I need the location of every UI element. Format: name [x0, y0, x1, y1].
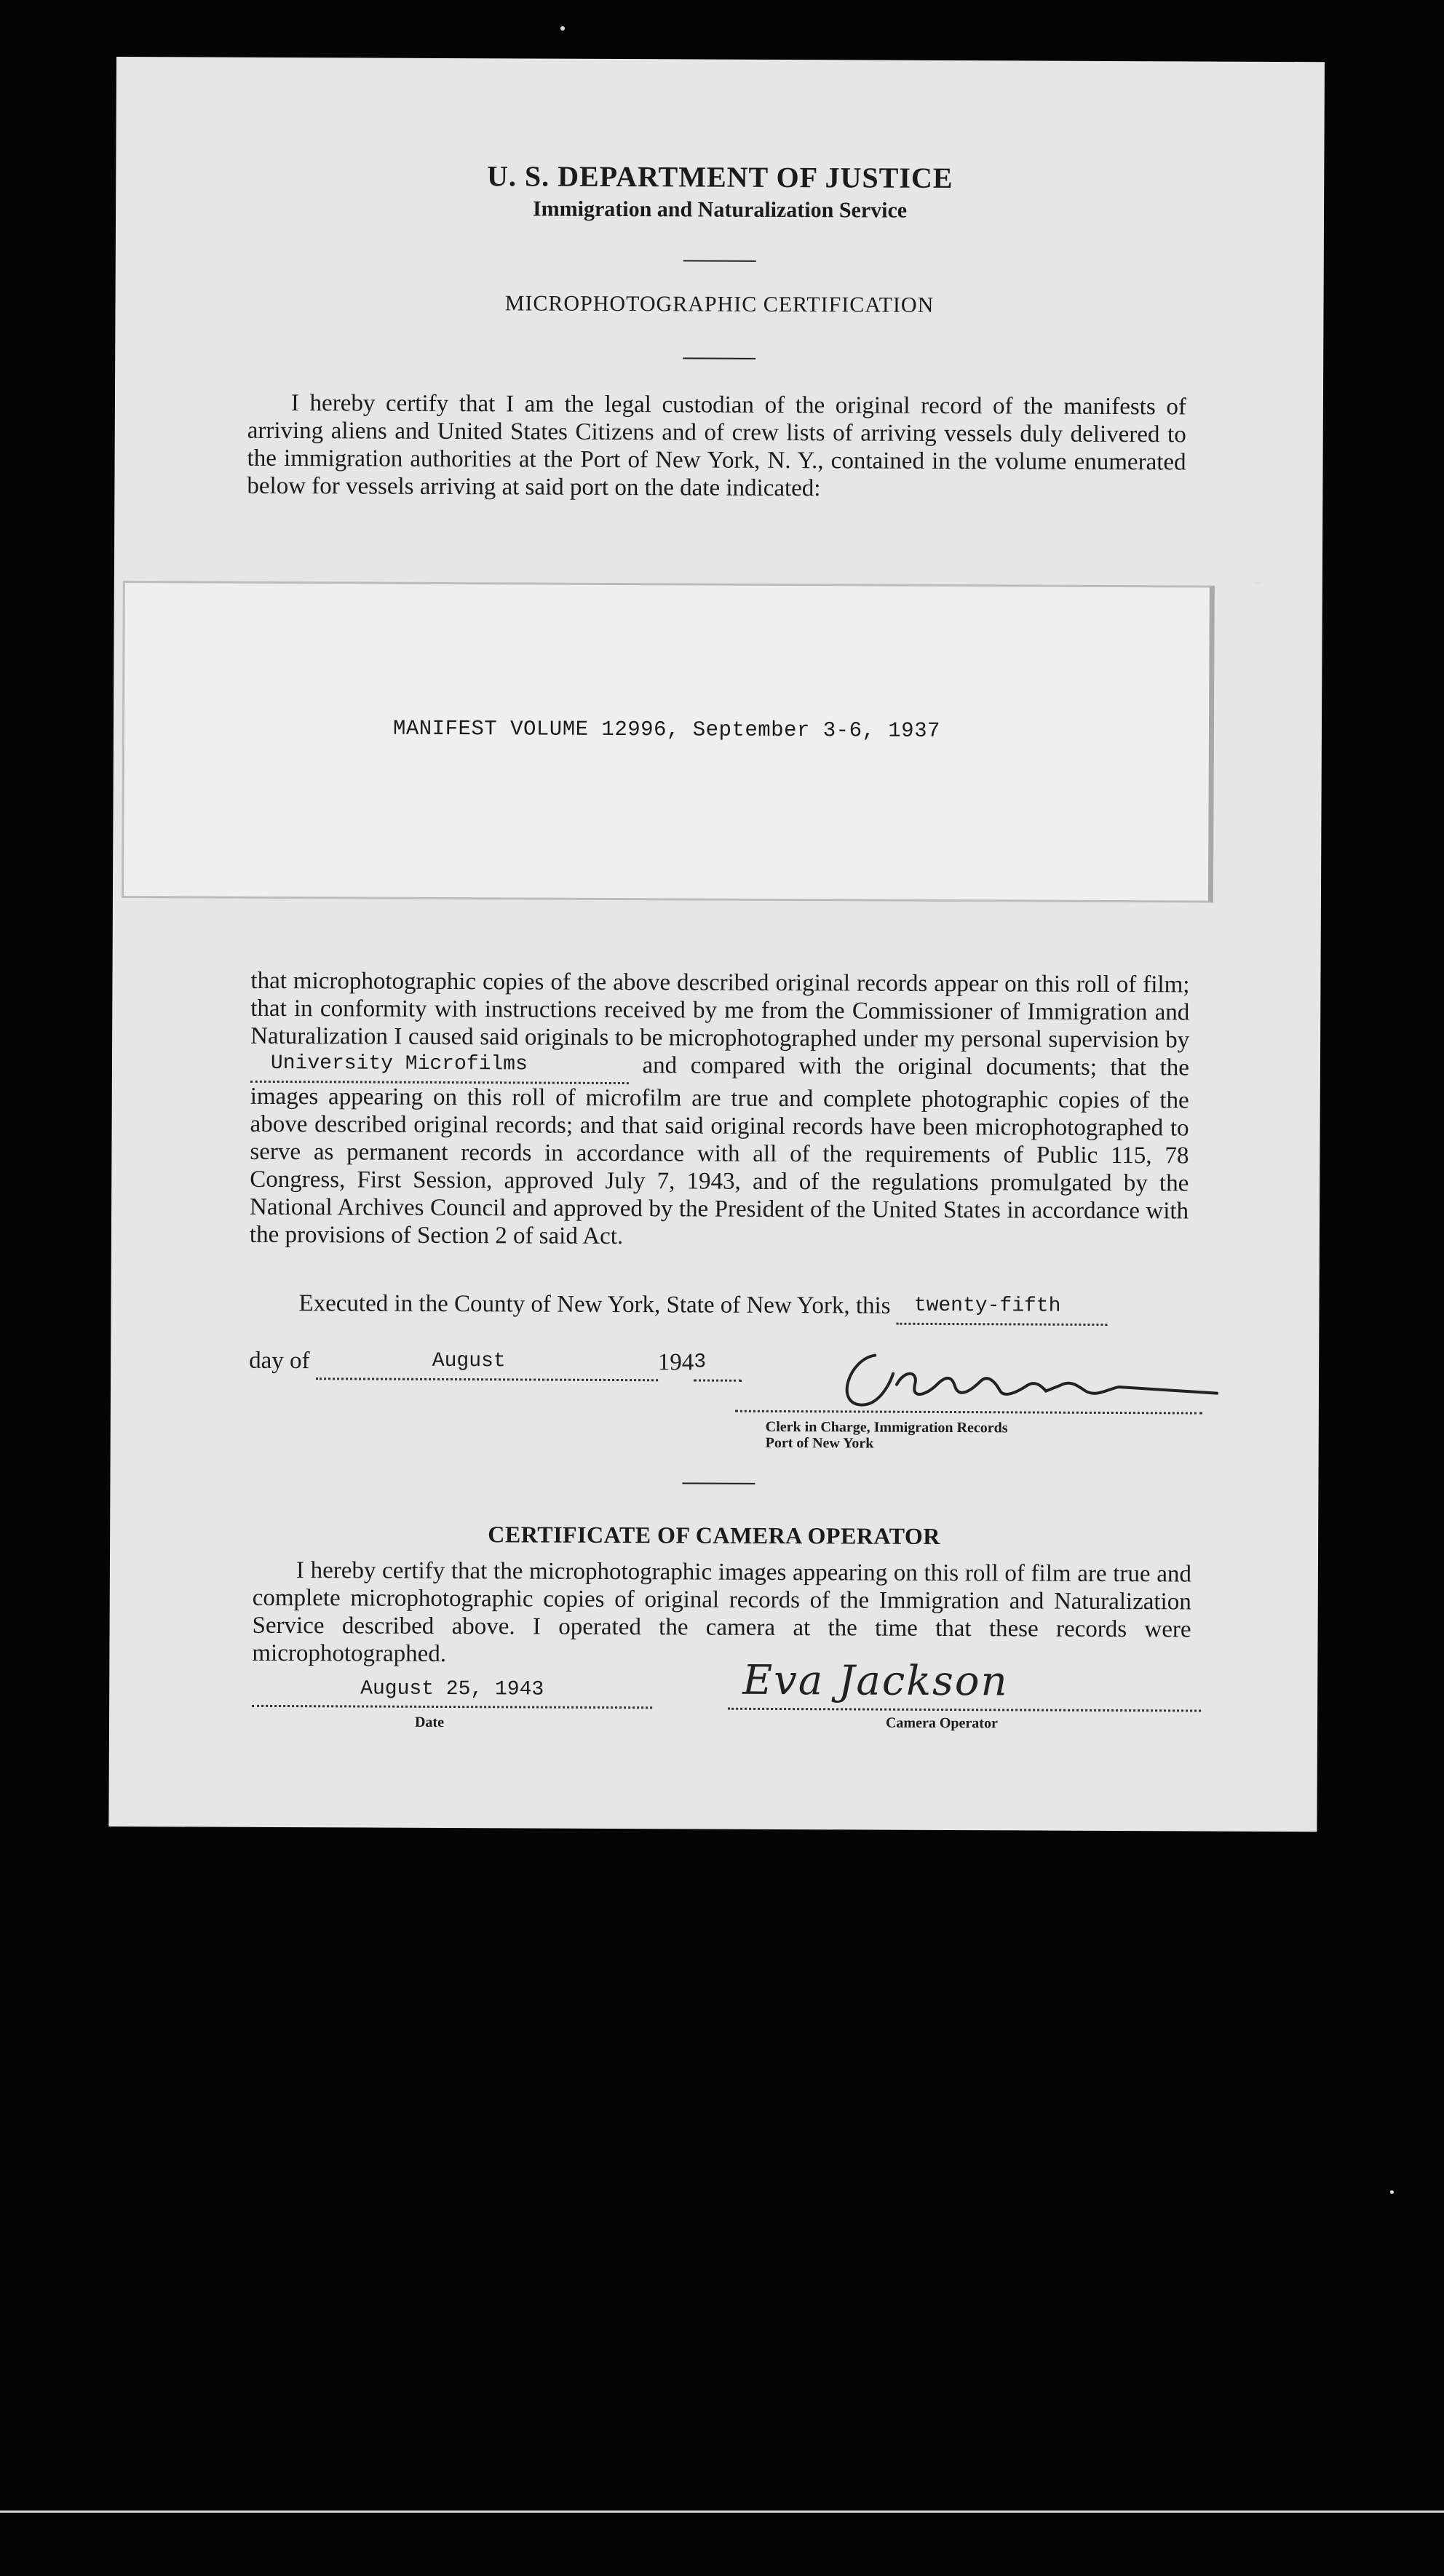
date-line	[249, 1347, 802, 1382]
clerk-title	[766, 1419, 1008, 1452]
certification-body	[250, 967, 1190, 1253]
day-of-label: day of	[249, 1347, 310, 1375]
body-text-2: and compared with the original documents; that the images appearing on this roll of microfilm are true and complete photographic copies of the above described original records; and that said original records have been microphotographed to serve as permanent records in accordance with all of the requirements of Public 115, 78 Congress, First Session, approved July 7, 1943, and of the regulations promulgated by the National Archives Council and approved by the President of the United States in accordance with the provisions of Section 2 of said Act.	[249, 1052, 1190, 1250]
manifest-slip	[122, 581, 1215, 903]
camera-paragraph	[252, 1557, 1191, 1671]
operator-signature: Eva Jackson	[742, 1656, 1009, 1706]
month-field	[316, 1347, 658, 1381]
page-title: U. S. DEPARTMENT OF JUSTICE	[486, 159, 953, 195]
year-field	[694, 1348, 742, 1381]
manifest-label: MANIFEST VOLUME 12996, September 3-6, 1937	[392, 716, 940, 743]
certificate-page	[108, 57, 1325, 1832]
year-value: 3	[694, 1351, 707, 1374]
film-speck	[1253, 582, 1262, 584]
film-speck	[560, 26, 565, 31]
operator-signature-line	[728, 1657, 1201, 1712]
film-speck	[1390, 2190, 1394, 2194]
camera-date-value: August 25, 1943	[360, 1677, 544, 1701]
executed-day-value: twenty-fifth	[913, 1294, 1061, 1318]
camera-certificate-title: CERTIFICATE OF CAMERA OPERATOR	[488, 1521, 941, 1549]
intro-text: I hereby certify that I am the legal custodian of the original record of the manifests of arriving aliens and United States Citizens and of crew lists of arriving vessels duly delivered to the immigration authorities at the Port of New York, N. Y., contained in the volume enumerated below for vessels arriving at said port on the date indicated:	[247, 390, 1186, 502]
certification-title: MICROPHOTOGRAPHIC CERTIFICATION	[504, 291, 935, 317]
camera-operator-label: Camera Operator	[885, 1714, 998, 1732]
film-edge-line	[0, 2511, 1444, 2513]
intro-paragraph	[247, 389, 1186, 504]
page-subtitle: Immigration and Naturalization Service	[532, 196, 908, 223]
executed-day-field	[897, 1292, 1108, 1326]
divider	[683, 260, 756, 261]
divider	[682, 1482, 755, 1484]
supervisor-field	[250, 1050, 629, 1084]
clerk-title-line1: Clerk in Charge, Immigration Records	[765, 1418, 1008, 1436]
clerk-title-line2: Port of New York	[765, 1434, 874, 1452]
executed-line	[298, 1289, 1201, 1326]
supervisor-value: University Microfilms	[270, 1052, 528, 1076]
camera-date-field	[252, 1674, 652, 1709]
camera-text: I hereby certify that the microphotographic images appearing on this roll of film are true and complete microphotographic copies of original records of the Immigration and Naturalization Service described above. I operated the camera at the time that these records were microphotographed.	[252, 1557, 1191, 1667]
year-prefix: 194	[657, 1349, 694, 1376]
divider	[683, 357, 755, 359]
body-text-1: that microphotographic copies of the above described original records appear on this roll of film; that in conformity with instructions received by me from the Commissioner of Immigration and Naturalization I caused said originals to be microphotographed under my personal supervision by	[250, 967, 1190, 1054]
executed-prefix: Executed in the County of New York, State of New York, this	[298, 1290, 891, 1319]
camera-date-label: Date	[414, 1714, 445, 1730]
month-value: August	[432, 1349, 506, 1373]
